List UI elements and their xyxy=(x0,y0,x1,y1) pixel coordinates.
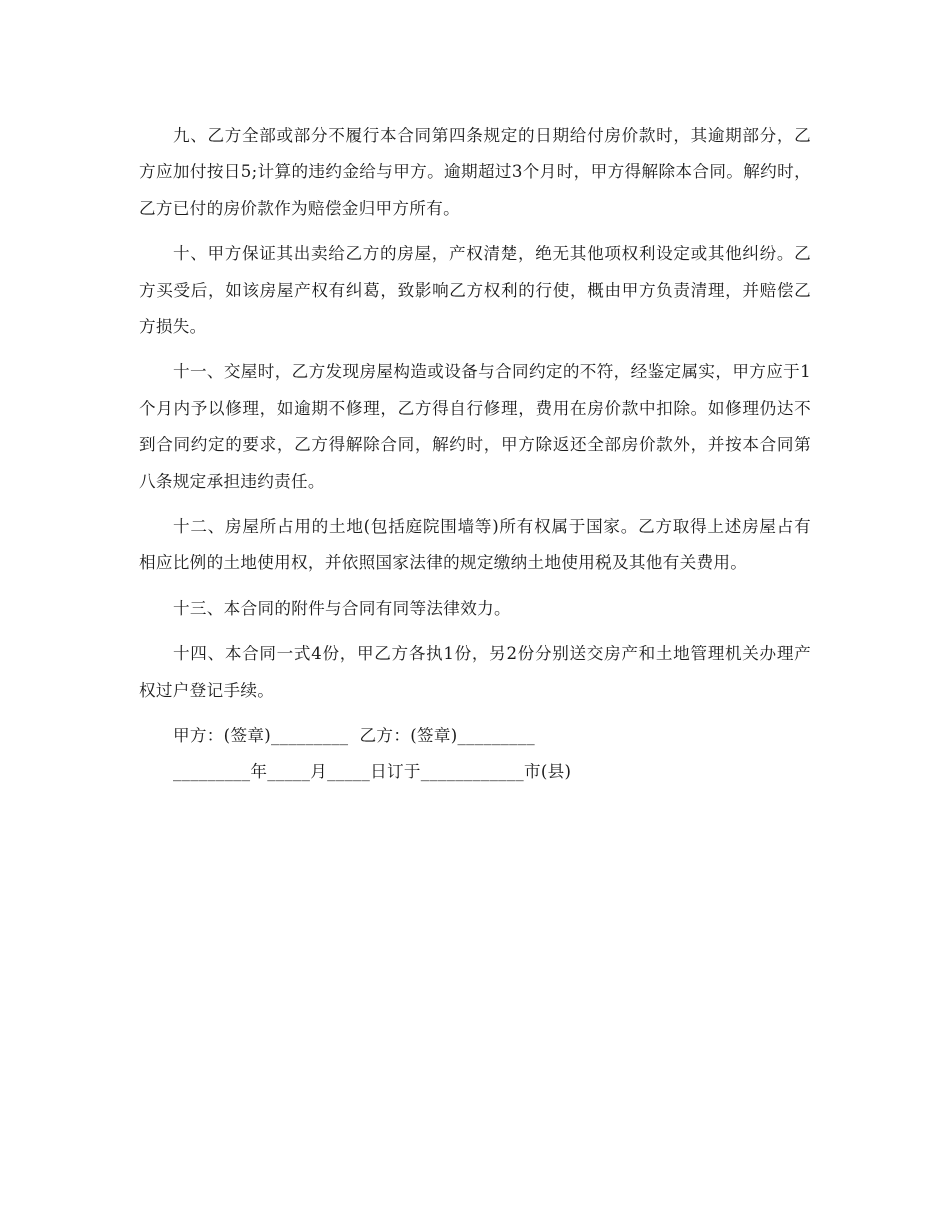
clause-9: 九、乙方全部或部分不履行本合同第四条规定的日期给付房价款时，其逾期部分，乙方应加付按日5;计算的违约金给与甲方。逾期超过3个月时，甲方得解除本合同。解约时，乙方已付的房价款作为赔偿金归甲方所有。 xyxy=(139,126,811,218)
clause-10: 十、甲方保证其出卖给乙方的房屋，产权清楚，绝无其他项权利设定或其他纠纷。乙方买受后，如该房屋产权有纠葛，致影响乙方权利的行使，概由甲方负责清理，并赔偿乙方损失。 xyxy=(139,244,811,337)
signature-line: 甲方：(签章)_________ 乙方：(签章)_________ xyxy=(173,726,535,746)
clause-12: 十二、房屋所占用的土地(包括庭院围墙等)所有权属于国家。乙方取得上述房屋占有相应比例的土地使用权，并依照国家法律的规定缴纳土地使用税及其他有关费用。 xyxy=(139,517,811,573)
clause-13: 十三、本合同的附件与合同有同等法律效力。 xyxy=(173,598,511,618)
clause-14: 十四、本合同一式4份，甲乙方各执1份，另2份分别送交房产和土地管理机关办理产权过户登记手续。 xyxy=(139,644,811,700)
contract-page xyxy=(139,118,811,790)
date-line: _________年_____月_____日订于____________市(县) xyxy=(173,762,572,782)
clause-11: 十一、交屋时，乙方发现房屋构造或设备与合同约定的不符，经鉴定属实，甲方应于1个月内予以修理，如逾期不修理，乙方得自行修理，费用在房价款中扣除。如修理仍达不到合同约定的要求，乙方得解除合同，解约时，甲方除返还全部房价款外，并按本合同第八条规定承担违约责任。 xyxy=(139,362,811,491)
